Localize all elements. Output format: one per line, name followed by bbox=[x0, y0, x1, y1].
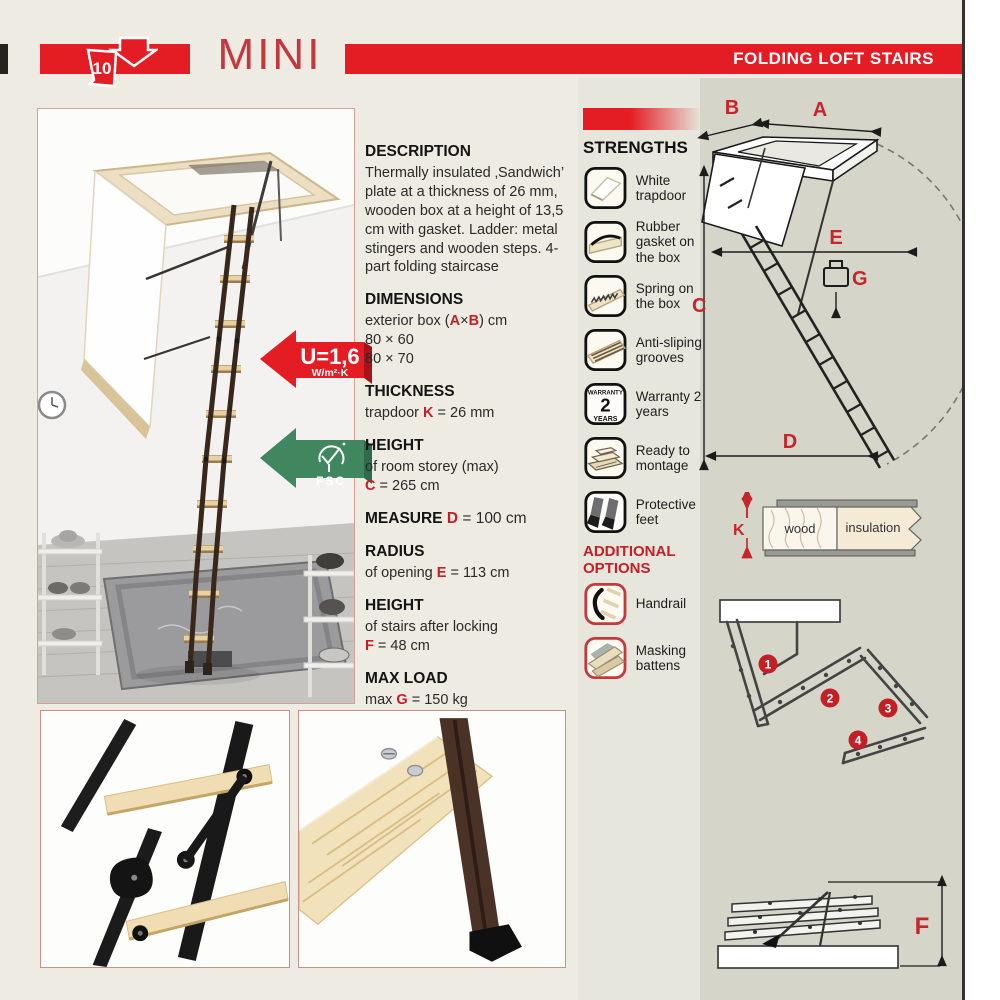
ready-to-montage-icon bbox=[583, 434, 628, 482]
folded-height-diagram bbox=[700, 862, 960, 997]
max-load-line: max G = 150 kg bbox=[365, 691, 468, 708]
u-value-badge bbox=[256, 326, 376, 394]
trapdoor-panel-drawing bbox=[720, 600, 840, 622]
page-right-margin bbox=[962, 0, 1000, 1000]
handrail-icon bbox=[583, 580, 628, 628]
height-room-heading: HEIGHT bbox=[365, 436, 424, 454]
height-stairs-line2: F = 48 cm bbox=[365, 637, 430, 654]
trapdoor-base-drawing bbox=[718, 946, 898, 968]
page-title: MINI bbox=[217, 30, 323, 79]
left-arrow-shape bbox=[260, 428, 364, 488]
max-load-heading: MAX LOAD bbox=[365, 669, 448, 687]
height-room-line2: C = 265 cm bbox=[365, 477, 440, 494]
trapdoor-section-diagram bbox=[725, 492, 925, 560]
swing-arc bbox=[877, 144, 962, 464]
label-K: K bbox=[733, 522, 745, 539]
spring-icon bbox=[583, 272, 628, 320]
option-handrail: Handrail bbox=[583, 580, 703, 628]
dimensions-heading: DIMENSIONS bbox=[365, 291, 464, 309]
main-product-photo bbox=[37, 108, 355, 704]
category-title: FOLDING LOFT STAIRS bbox=[733, 49, 934, 68]
fsc-badge bbox=[256, 420, 376, 498]
radius-heading: RADIUS bbox=[365, 542, 425, 560]
strengths-gradient-bar bbox=[583, 108, 701, 130]
option-masking-battens: Masking battens bbox=[583, 634, 703, 682]
strengths-list bbox=[583, 164, 703, 536]
anti-slip-grooves-icon bbox=[583, 326, 628, 374]
label-C: C bbox=[692, 295, 707, 317]
dimension-diagram bbox=[690, 86, 962, 486]
step-foot-illustration bbox=[299, 711, 565, 967]
ladder-drawing bbox=[742, 226, 894, 468]
measure-line: MEASURE D = 100 cm bbox=[365, 509, 527, 527]
protective-feet-icon bbox=[583, 488, 628, 536]
description-heading: DESCRIPTION bbox=[365, 143, 471, 160]
insulation-label: insulation bbox=[845, 520, 901, 535]
additional-options-list bbox=[583, 580, 703, 682]
strength-white-trapdoor: White trapdoor bbox=[583, 164, 703, 212]
svg-text:YEARS: YEARS bbox=[593, 415, 618, 423]
thickness-heading: THICKNESS bbox=[365, 382, 455, 400]
rubber-gasket-icon bbox=[583, 218, 628, 266]
label-D: D bbox=[782, 431, 798, 453]
dimensions-size-1: 80 × 60 bbox=[365, 332, 414, 349]
page-number: 10 bbox=[92, 59, 112, 78]
description-body: Thermally insulated ‚Sandwich’ plate at a thickness of 26 mm, wooden box at a height of 13,5 cm with gasket. Ladder: metal stingers and wooden steps. 4-part folding staircase bbox=[365, 165, 564, 276]
u-value-text: U=1,6 bbox=[300, 344, 360, 369]
strength-spring: Spring on the box bbox=[583, 272, 703, 320]
height-room-line1: of room storey (max) bbox=[365, 459, 499, 475]
folded-segments bbox=[725, 896, 880, 940]
label-B: B bbox=[724, 97, 740, 119]
trapdoor-drawing bbox=[702, 154, 805, 246]
unfolding-sequence-diagram bbox=[700, 598, 960, 798]
header-band-right bbox=[345, 44, 962, 74]
warranty-2-years-icon bbox=[583, 380, 628, 428]
loft-ladder-room-illustration bbox=[38, 109, 354, 703]
svg-text:2: 2 bbox=[826, 691, 834, 706]
bottom-cladding bbox=[765, 550, 915, 556]
svg-text:1: 1 bbox=[764, 657, 772, 672]
label-F: F bbox=[914, 913, 930, 940]
thickness-line: trapdoor K = 26 mm bbox=[365, 405, 495, 422]
svg-text:2: 2 bbox=[600, 394, 611, 416]
dimensions-line: exterior box (A×B) cm bbox=[365, 313, 508, 330]
detail-photo-foot bbox=[298, 710, 566, 968]
svg-text:3: 3 bbox=[884, 701, 892, 716]
page-left-edge bbox=[0, 44, 8, 74]
strength-anti-slip: Anti-sliping grooves bbox=[583, 326, 703, 374]
label-G: G bbox=[852, 268, 868, 290]
height-stairs-heading: HEIGHT bbox=[365, 596, 424, 614]
strength-ready-montage: Ready to montage bbox=[583, 434, 703, 482]
radius-line: of opening E = 113 cm bbox=[365, 564, 510, 581]
white-trapdoor-icon bbox=[583, 164, 628, 212]
strength-warranty: WARRANTY 2 YEARS Warranty 2 years bbox=[583, 380, 703, 428]
detail-photo-stringers bbox=[40, 710, 290, 968]
dimensions-size-2: 80 × 70 bbox=[365, 351, 414, 368]
stringer-steps-illustration bbox=[41, 711, 289, 967]
svg-text:WARRANTY: WARRANTY bbox=[587, 390, 623, 397]
fsc-text: FSC bbox=[316, 474, 346, 488]
wood-label: wood bbox=[784, 521, 816, 536]
label-A: A bbox=[812, 99, 828, 121]
spec-column bbox=[365, 142, 579, 710]
label-E: E bbox=[829, 227, 843, 249]
down-arrow-icon bbox=[112, 38, 156, 66]
masking-battens-icon bbox=[583, 634, 628, 682]
strength-protective-feet: Protective feet bbox=[583, 488, 703, 536]
strengths-heading: STRENGTHS bbox=[583, 138, 688, 157]
load-weight-icon bbox=[824, 261, 848, 316]
top-cladding bbox=[777, 500, 917, 507]
strength-rubber-gasket: Rubber gasket on the box bbox=[583, 218, 703, 266]
height-stairs-line1: of stairs after locking bbox=[365, 618, 498, 635]
additional-options-heading: ADDITIONAL OPTIONS bbox=[583, 543, 676, 578]
svg-text:4: 4 bbox=[854, 733, 862, 748]
u-unit-text: W/m²·K bbox=[311, 367, 349, 379]
page-number-marker bbox=[82, 34, 158, 92]
